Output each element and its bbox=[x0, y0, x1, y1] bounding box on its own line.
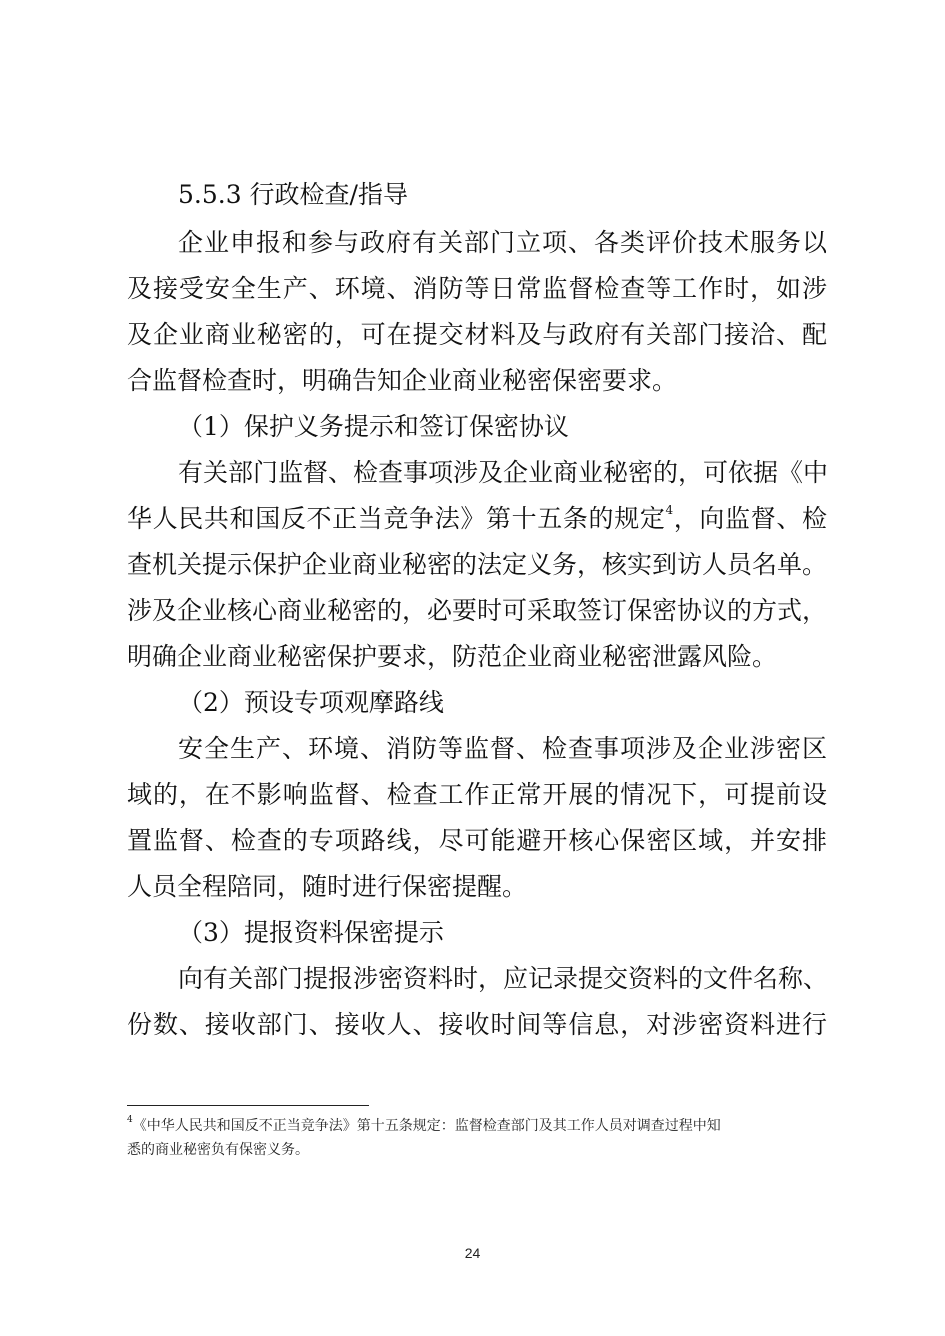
footnote-line-1 bbox=[127, 1116, 827, 1136]
section1-line-4: 涉及企业核心商业秘密的，必要时可采取签订保密协议的方式， bbox=[127, 596, 828, 625]
section1-line-5: 明确企业商业秘密保护要求，防范企业商业秘密泄露风险。 bbox=[127, 642, 778, 671]
section2-line-2: 域的，在不影响监督、检查工作正常开展的情况下，可提前设 bbox=[127, 780, 827, 809]
page-number: 24 bbox=[464, 1245, 481, 1261]
footnote-text-1: 《中华人民共和国反不正当竞争法》第十五条规定：监督检查部门及其工作人员对调查过程中知 bbox=[132, 1118, 721, 1134]
section1-line-2a: 华人民共和国反不正当竞争法》第十五条的规定 bbox=[127, 504, 666, 533]
subsection-2-title: （2）预设专项观摩路线 bbox=[178, 688, 444, 717]
footnote-marker: 4 bbox=[127, 1115, 133, 1125]
subsection-1-title: （1）保护义务提示和签订保密协议 bbox=[178, 412, 569, 441]
section1-line-2 bbox=[127, 504, 827, 534]
intro-line-1: 企业申报和参与政府有关部门立项、各类评价技术服务以 bbox=[178, 228, 827, 257]
section1-line-3: 查机关提示保护企业商业秘密的法定义务，核实到访人员名单。 bbox=[127, 550, 828, 579]
intro-line-2: 及接受安全生产、环境、消防等日常监督检查等工作时，如涉 bbox=[127, 274, 827, 303]
footnote-line-2: 悉的商业秘密负有保密义务。 bbox=[127, 1142, 309, 1158]
intro-line-4: 合监督检查时，明确告知企业商业秘密保密要求。 bbox=[127, 366, 678, 395]
section2-line-4: 人员全程陪同，随时进行保密提醒。 bbox=[127, 872, 528, 901]
section1-line-2b: ，向监督、检 bbox=[673, 504, 827, 533]
section3-line-1: 向有关部门提报涉密资料时，应记录提交资料的文件名称、 bbox=[178, 964, 829, 993]
subsection-3-title: （3）提报资料保密提示 bbox=[178, 918, 444, 947]
section2-line-3: 置监督、检查的专项路线，尽可能避开核心保密区域，并安排 bbox=[127, 826, 827, 855]
section1-line-1: 有关部门监督、检查事项涉及企业商业秘密的，可依据《中 bbox=[178, 458, 829, 487]
footnote-reference: 4 bbox=[665, 503, 674, 517]
section-heading: 5.5.3 行政检查/指导 bbox=[178, 180, 408, 209]
section2-line-1: 安全生产、环境、消防等监督、检查事项涉及企业涉密区 bbox=[178, 734, 827, 763]
footnote-separator bbox=[127, 1105, 369, 1106]
section3-line-2: 份数、接收部门、接收人、接收时间等信息，对涉密资料进行 bbox=[127, 1010, 827, 1039]
intro-line-3: 及企业商业秘密的，可在提交材料及与政府有关部门接洽、配 bbox=[127, 320, 827, 349]
